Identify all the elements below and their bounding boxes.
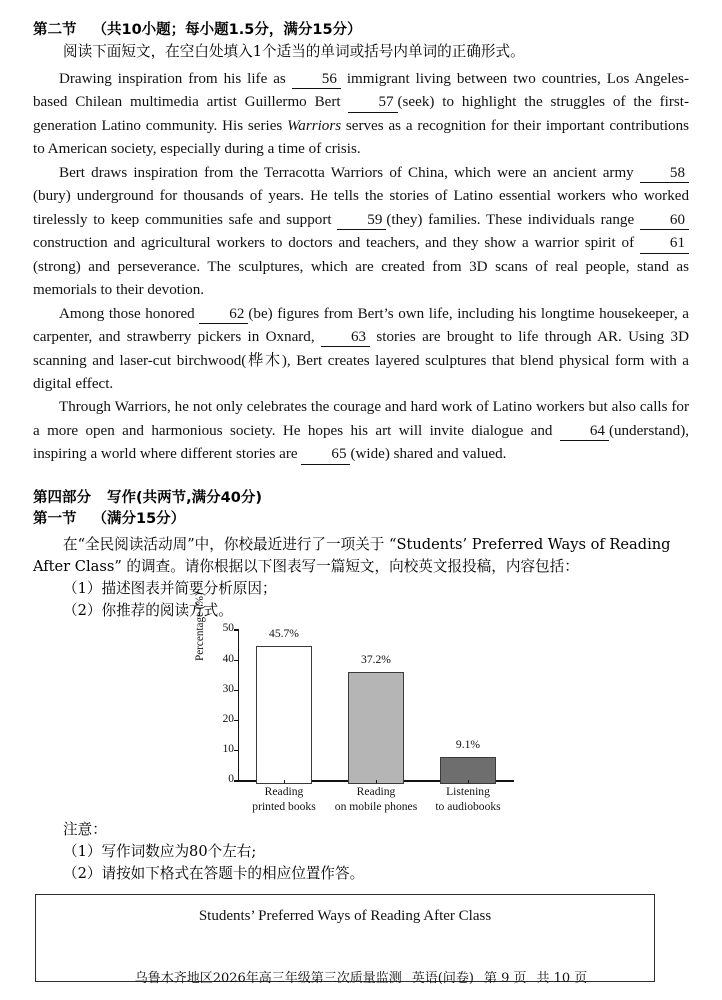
section-one-detail: （满分15分） (92, 510, 186, 527)
part-four-section-one-heading (33, 509, 689, 530)
cloze-blank-61[interactable]: 61 (640, 235, 689, 253)
page-footer (0, 967, 722, 986)
note-1: （1）写作词数应为80个左右; (63, 843, 257, 861)
chart-y-tick (234, 750, 238, 751)
writing-requirement-2: （2）你推荐的阅读方式。 (63, 601, 233, 619)
chart-y-tick (234, 690, 238, 691)
chart-y-tick-label: 0 (228, 773, 234, 786)
writing-prompt-line-2: After Class” 的调查。请你根据以下图表写一篇短文，向校英文报投稿，内容包括： (33, 557, 579, 575)
part-four-heading-detail: 写作(共两节,满分40分) (107, 489, 262, 506)
cloze-paragraph (33, 68, 689, 162)
chart-bar-value-label: 9.1% (455, 737, 481, 751)
passage-text: (they) families. These individuals range (386, 211, 640, 228)
chart-x-category-line: Reading (356, 785, 396, 799)
chart-bar (256, 646, 312, 784)
passage-text: immigrant living between two countries, Los Angeles-based Chilean multimedia artist Guillermo Bert (33, 70, 690, 111)
passage-text: stories are brought to life through AR. Using 3D scanning and laser-cut birchwood(桦木), Bert creates layered sculptures that blend physical form with a digital effect. (33, 329, 689, 392)
cloze-passage (33, 68, 689, 467)
writing-requirement-1: （1）描述图表并简要分析原因； (63, 579, 277, 597)
part-four-heading (33, 488, 689, 509)
chart-y-tick-label: 30 (222, 682, 234, 695)
cloze-blank-58[interactable]: 58 (640, 165, 689, 183)
chart-x-category-line: printed books (252, 799, 316, 813)
section-two-heading (33, 20, 689, 41)
chart-y-tick (234, 629, 238, 630)
section-two-heading-label: 第二节 (33, 22, 77, 38)
passage-text: Bert draws inspiration from the Terracotta Warriors of China, which were an ancient army (59, 164, 640, 181)
chart-x-category-line: to audiobooks (435, 799, 501, 813)
page-content (33, 20, 689, 982)
passage-text: Through Warriors, he not only celebrates the courage and hard work of Latino workers but also calls for a more open and harmonious society. He hopes his art will invite dialogue and (33, 399, 689, 439)
chart-y-axis-line (238, 629, 239, 781)
chart-y-tick-label: 20 (222, 713, 234, 726)
footer-exam-name: 乌鲁木齐地区2026年高三年级第三次质量监测 (134, 971, 402, 986)
chart-x-tick (376, 780, 377, 783)
chart-x-tick (468, 780, 469, 783)
cloze-blank-60[interactable]: 60 (640, 212, 689, 230)
chart-y-tick-label: 10 (222, 743, 234, 756)
chart-x-category-label (324, 785, 428, 813)
footer-page-current: 第 9 页 (483, 971, 527, 986)
chart-x-category-line: Listening (446, 785, 490, 799)
chart-x-category-label (416, 785, 520, 813)
chart-y-tick (234, 720, 238, 721)
part-four-heading-label: 第四部分 (33, 489, 91, 506)
section-two-heading-detail: （共10小题；每小题1.5分，满分15分） (92, 22, 362, 38)
series-title: Warriors (287, 117, 342, 134)
passage-text: (seek) to highlight the struggles of the first-generation Latino community. His series (33, 94, 689, 134)
cloze-blank-63[interactable]: 63 (321, 329, 370, 347)
passage-text: Among those honored (59, 305, 200, 322)
cloze-paragraph (33, 396, 689, 466)
notes-label: 注意： (63, 821, 107, 839)
cloze-blank-64[interactable]: 64 (560, 423, 609, 441)
cloze-blank-65[interactable]: 65 (301, 446, 350, 464)
chart-y-tick-label: 40 (222, 652, 234, 665)
passage-text: (wide) shared and valued. (350, 446, 507, 463)
chart-x-category-line: on mobile phones (334, 799, 418, 813)
cloze-blank-62[interactable]: 62 (199, 306, 248, 324)
passage-text: (strong) and perseverance. The sculptures, which are created from 3D scans of real people, stand as memorials to their devotion. (33, 258, 689, 299)
section-two-instruction: 阅读下面短文，在空白处填入1个适当的单词或括号内单词的正确形式。 (63, 43, 525, 61)
cloze-paragraph (33, 303, 689, 397)
chart-bar-value-label: 45.7% (269, 627, 299, 641)
cloze-paragraph (33, 162, 689, 303)
chart-y-axis-label: Percentage (%) (194, 592, 206, 662)
chart-y-tick (234, 780, 238, 781)
chart-bar-value-label: 37.2% (361, 653, 391, 667)
cloze-blank-57[interactable]: 57 (348, 94, 397, 112)
answer-box-title: Students’ Preferred Ways of Reading After Class (198, 908, 492, 925)
chart-plot-area (222, 622, 513, 813)
chart-bar (348, 672, 404, 784)
cloze-blank-56[interactable]: 56 (292, 71, 341, 89)
passage-text: (be) figures from Bert’s own life, including his longtime housekeeper, a carpenter, and strawberry pickers in Oxnard, (33, 305, 689, 346)
passage-text: (understand), inspiring a world where different stories are (33, 422, 689, 463)
chart-x-tick (284, 780, 285, 783)
passage-text: (bury) underground for thousands of years. He tells the stories of Latino essential workers who worked tirelessly to keep communities safe and support (33, 188, 689, 228)
passage-text: construction and agricultural workers to doctors and teachers, and they show a warrior spirit of (33, 235, 640, 252)
chart-y-tick-label: 50 (222, 622, 234, 635)
bar-chart (194, 592, 526, 813)
cloze-blank-59[interactable]: 59 (337, 212, 386, 230)
section-one-label: 第一节 (33, 510, 77, 527)
passage-text: serves as a recognition for their important contributions to American society, especially during a time of crisis. (33, 117, 689, 158)
note-2: （2）请按如下格式在答题卡的相应位置作答。 (63, 865, 365, 883)
chart-x-category-line: Reading (264, 785, 304, 799)
footer-subject: 英语(问卷) (411, 971, 474, 986)
footer-page-total: 共 10 页 (536, 971, 588, 986)
chart-x-category-label (232, 785, 336, 813)
chart-y-tick (234, 660, 238, 661)
writing-prompt-line-1: 在“全民阅读活动周”中，你校最近进行了一项关于 “Students’ Preferred Ways of Reading (63, 535, 671, 553)
passage-text: Drawing inspiration from his life as (59, 70, 292, 87)
